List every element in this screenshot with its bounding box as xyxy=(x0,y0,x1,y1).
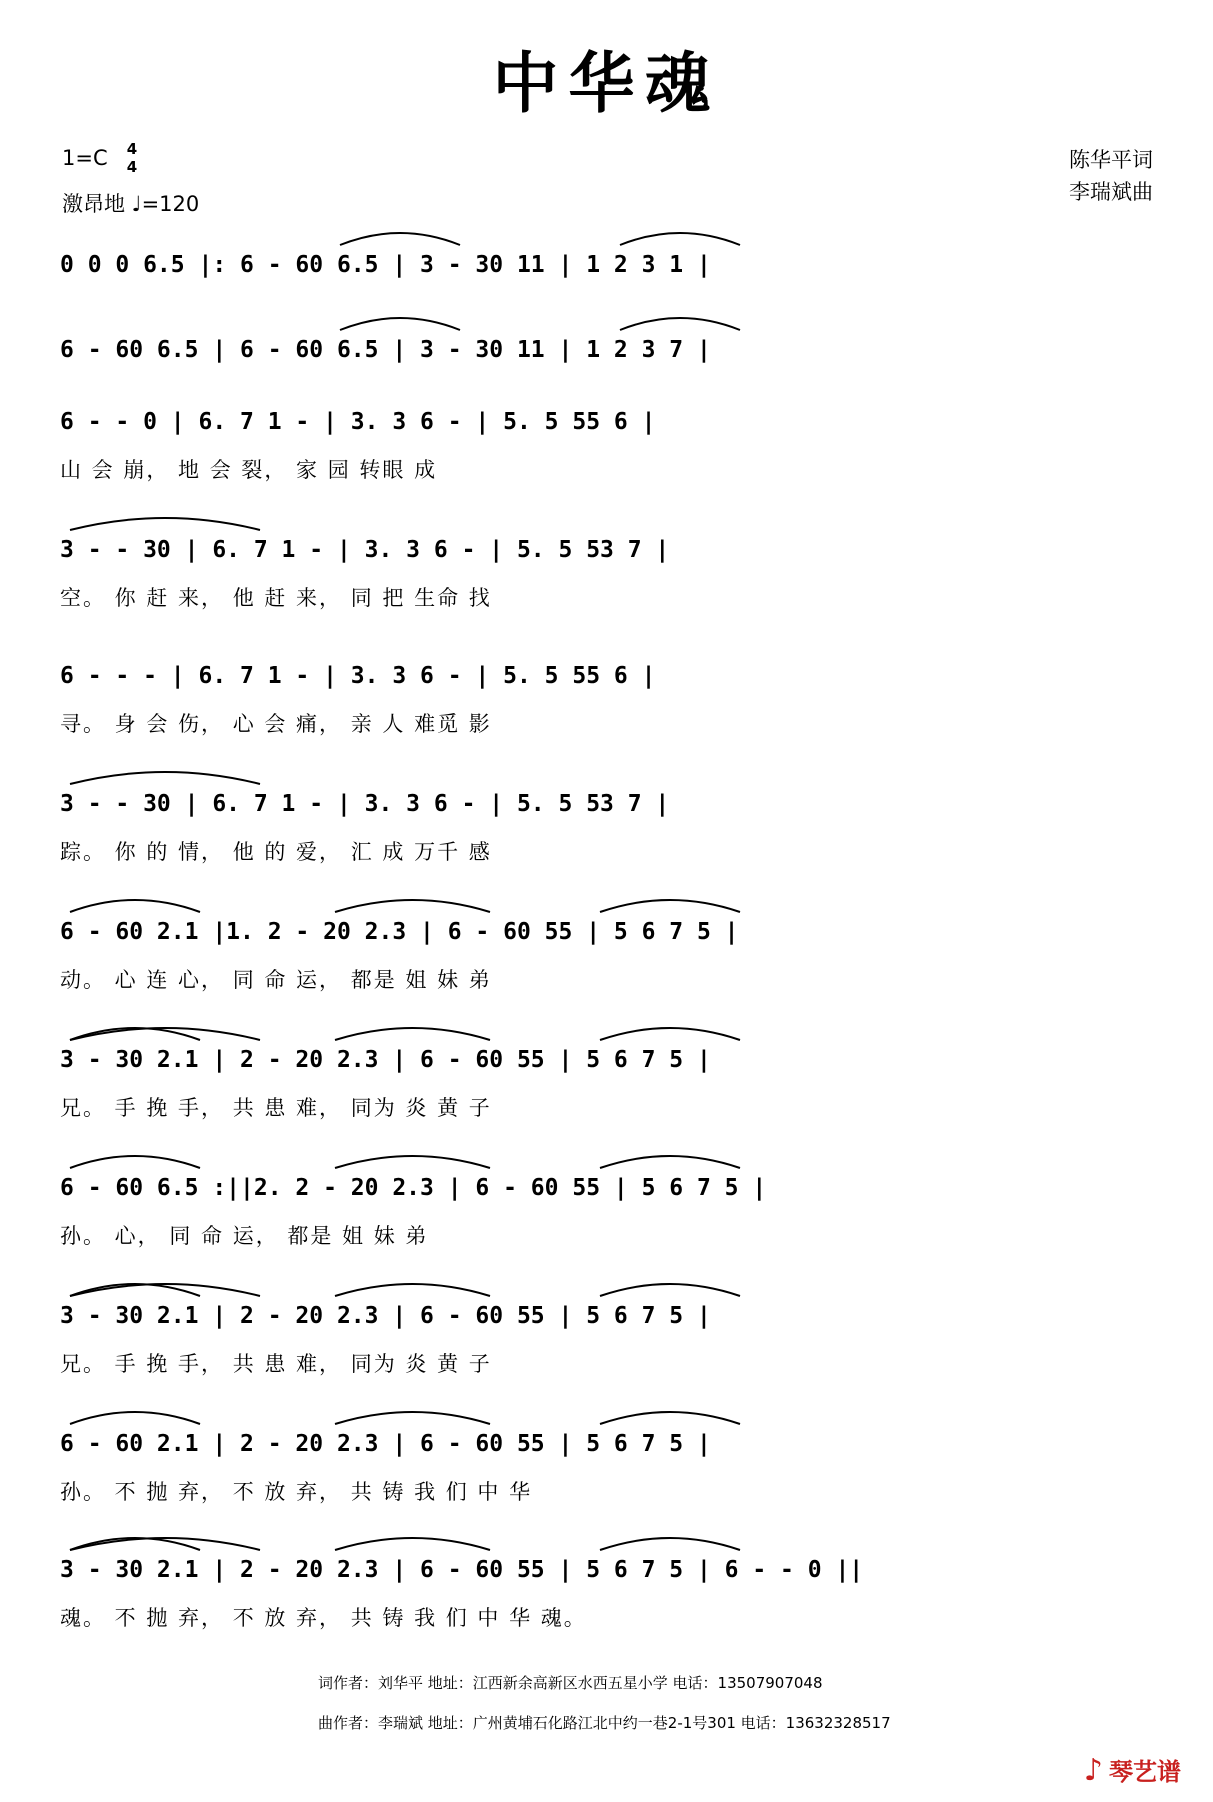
slur-mark xyxy=(620,233,740,245)
credits xyxy=(1069,144,1153,208)
tempo-marking: 激昂地 ♩=120 xyxy=(62,192,200,216)
footer-composer-info: 曲作者：李瑞斌 地址：广州黄埔石化路江北中约一巷2-1号301 电话：13632328517 xyxy=(318,1714,891,1732)
lyrics-line: 孙。 心， 同 命 运， 都是 姐 妹 弟 xyxy=(60,1224,429,1248)
staff-system xyxy=(60,1040,1155,1130)
staff-system xyxy=(60,1168,1155,1258)
slur-mark xyxy=(600,1538,740,1550)
lyrics-line: 孙。 不 抛 弃， 不 放 弃， 共 铸 我 们 中 华 xyxy=(60,1480,533,1504)
slur-mark xyxy=(600,1156,740,1168)
slur-mark xyxy=(335,1156,490,1168)
lyrics-line: 寻。 身 会 伤， 心 会 痛， 亲 人 难觅 影 xyxy=(60,712,492,736)
slur-mark xyxy=(340,233,460,245)
slur-mark xyxy=(70,1538,200,1550)
slur-mark xyxy=(600,1028,740,1040)
music-line: 6 - 60 6.5 :||2. 2 - 20 2.3 | 6 - 60 55 | 5 6 7 5 | xyxy=(60,1175,767,1201)
staff-system xyxy=(60,784,1155,874)
footer-lyricist-info: 词作者：刘华平 地址：江西新余高新区水西五星小学 电话：13507907048 xyxy=(318,1674,823,1692)
composer-credit: 李瑞斌曲 xyxy=(1069,180,1153,204)
time-signature-bottom: 4 xyxy=(126,158,138,176)
staff-system xyxy=(60,1550,1155,1640)
slur-mark xyxy=(600,1412,740,1424)
music-line: 6 - 60 6.5 | 6 - 60 6.5 | 3 - 30 11 | 1 2 3 7 | xyxy=(60,337,711,363)
music-line: 6 - 60 2.1 |1. 2 - 20 2.3 | 6 - 60 55 | 5 6 7 5 | xyxy=(60,919,739,945)
slur-mark xyxy=(70,1028,260,1040)
staff-system xyxy=(60,1424,1155,1514)
slur-mark xyxy=(70,518,260,530)
slur-mark xyxy=(70,1412,200,1424)
lyrics-line: 动。 心 连 心， 同 命 运， 都是 姐 妹 弟 xyxy=(60,968,492,992)
lyricist-credit: 陈华平词 xyxy=(1069,148,1153,172)
music-line: 3 - - 30 | 6. 7 1 - | 3. 3 6 - | 5. 5 53 7 | xyxy=(60,791,670,817)
lyrics-line: 山 会 崩， 地 会 裂， 家 园 转眼 成 xyxy=(60,458,438,482)
slur-mark xyxy=(335,1538,490,1550)
slur-mark xyxy=(70,1028,200,1040)
time-signature-top: 4 xyxy=(126,140,138,158)
staff-system xyxy=(60,656,1155,746)
music-line: 3 - 30 2.1 | 2 - 20 2.3 | 6 - 60 55 | 5 6 7 5 | xyxy=(60,1047,711,1073)
slur-mark xyxy=(335,1284,490,1296)
key-signature: 1=C xyxy=(62,146,108,170)
slur-mark xyxy=(70,772,260,784)
music-line: 6 - 60 2.1 | 2 - 20 2.3 | 6 - 60 55 | 5 6 7 5 | xyxy=(60,1431,711,1457)
slur-mark xyxy=(70,1538,260,1550)
music-line: 3 - - 30 | 6. 7 1 - | 3. 3 6 - | 5. 5 53 7 | xyxy=(60,537,670,563)
slur-mark xyxy=(70,1156,200,1168)
slur-mark xyxy=(335,900,490,912)
staff-system xyxy=(60,530,1155,620)
slur-mark xyxy=(335,1412,490,1424)
music-line: 6 - - 0 | 6. 7 1 - | 3. 3 6 - | 5. 5 55 6 | xyxy=(60,409,656,435)
logo-icon: ♪ xyxy=(1083,1753,1103,1788)
lyrics-line: 踪。 你 的 情， 他 的 爱， 汇 成 万千 感 xyxy=(60,840,492,864)
lyrics-line: 空。 你 赶 来， 他 赶 来， 同 把 生命 找 xyxy=(60,586,492,610)
slur-mark xyxy=(600,900,740,912)
staff-system xyxy=(60,1296,1155,1386)
slur-mark xyxy=(70,900,200,912)
lyrics-line: 兄。 手 挽 手， 共 患 难， 同为 炎 黄 子 xyxy=(60,1352,492,1376)
music-line: 3 - 30 2.1 | 2 - 20 2.3 | 6 - 60 55 | 5 6 7 5 | xyxy=(60,1303,711,1329)
slur-mark xyxy=(70,1284,260,1296)
staff-system xyxy=(60,912,1155,1002)
staff-system xyxy=(60,402,1155,492)
lyrics-line: 兄。 手 挽 手， 共 患 难， 同为 炎 黄 子 xyxy=(60,1096,492,1120)
time-signature xyxy=(122,140,142,176)
site-logo xyxy=(1084,1752,1181,1788)
logo-text: 琴艺谱 xyxy=(1109,1758,1181,1786)
slur-mark xyxy=(335,1028,490,1040)
lyrics-line: 魂。 不 抛 弃， 不 放 弃， 共 铸 我 们 中 华 魂。 xyxy=(60,1606,587,1630)
slur-mark xyxy=(600,1284,740,1296)
page-title: 中华魂 xyxy=(492,44,721,122)
music-line: 6 - - - | 6. 7 1 - | 3. 3 6 - | 5. 5 55 6 | xyxy=(60,663,656,689)
lyrics-line xyxy=(60,295,1155,331)
music-line: 3 - 30 2.1 | 2 - 20 2.3 | 6 - 60 55 | 5 6 7 5 | 6 - - 0 || xyxy=(60,1557,864,1583)
staff-system xyxy=(60,245,1155,335)
slur-mark xyxy=(70,1284,200,1296)
music-line: 0 0 0 6.5 |: 6 - 60 6.5 | 3 - 30 11 | 1 2 3 1 | xyxy=(60,252,711,278)
